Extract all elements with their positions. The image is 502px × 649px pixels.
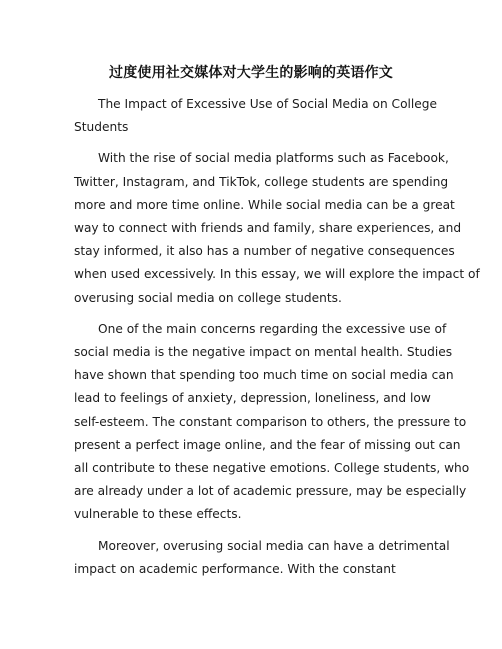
text-line: way to connect with friends and family, share experiences, and xyxy=(74,221,462,236)
paragraph-mental-health xyxy=(74,318,470,527)
paragraph-essay-heading xyxy=(74,93,438,139)
text-line: overusing social media on college students. xyxy=(74,290,342,305)
text-line: vulnerable to these effects. xyxy=(74,507,242,522)
text-line: Students xyxy=(74,120,129,135)
document-title: 过度使用社交媒体对大学生的影响的英语作文 xyxy=(109,65,393,81)
text-line: Moreover, overusing social media can have a detrimental xyxy=(98,538,450,553)
text-line: more and more time online. While social media can be a great xyxy=(74,197,455,212)
text-line: stay informed, it also has a number of negative consequences xyxy=(74,244,455,259)
text-line: impact on academic performance. With the constant xyxy=(74,561,396,576)
text-line: One of the main concerns regarding the excessive use of xyxy=(98,321,447,336)
text-line: when used excessively. In this essay, we will explore the impact of xyxy=(74,267,480,282)
paragraph-intro xyxy=(74,147,480,309)
text-line: lead to feelings of anxiety, depression, loneliness, and low xyxy=(74,391,431,406)
text-line: The Impact of Excessive Use of Social Media on College xyxy=(98,97,438,111)
text-line: social media is the negative impact on mental health. Studies xyxy=(74,345,453,360)
text-line: present a perfect image online, and the fear of missing out can xyxy=(74,437,461,452)
text-line: all contribute to these negative emotions. College students, who xyxy=(74,461,470,476)
paragraph-academic xyxy=(74,535,450,581)
text-line: self-esteem. The constant comparison to others, the pressure to xyxy=(74,414,467,429)
text-line: are already under a lot of academic pressure, may be especially xyxy=(74,484,467,499)
text-line: With the rise of social media platforms such as Facebook, xyxy=(98,151,449,166)
text-line: Twitter, Instagram, and TikTok, college students are spending xyxy=(74,174,449,189)
document-body xyxy=(74,93,480,589)
text-line: have shown that spending too much time on social media can xyxy=(74,368,454,383)
